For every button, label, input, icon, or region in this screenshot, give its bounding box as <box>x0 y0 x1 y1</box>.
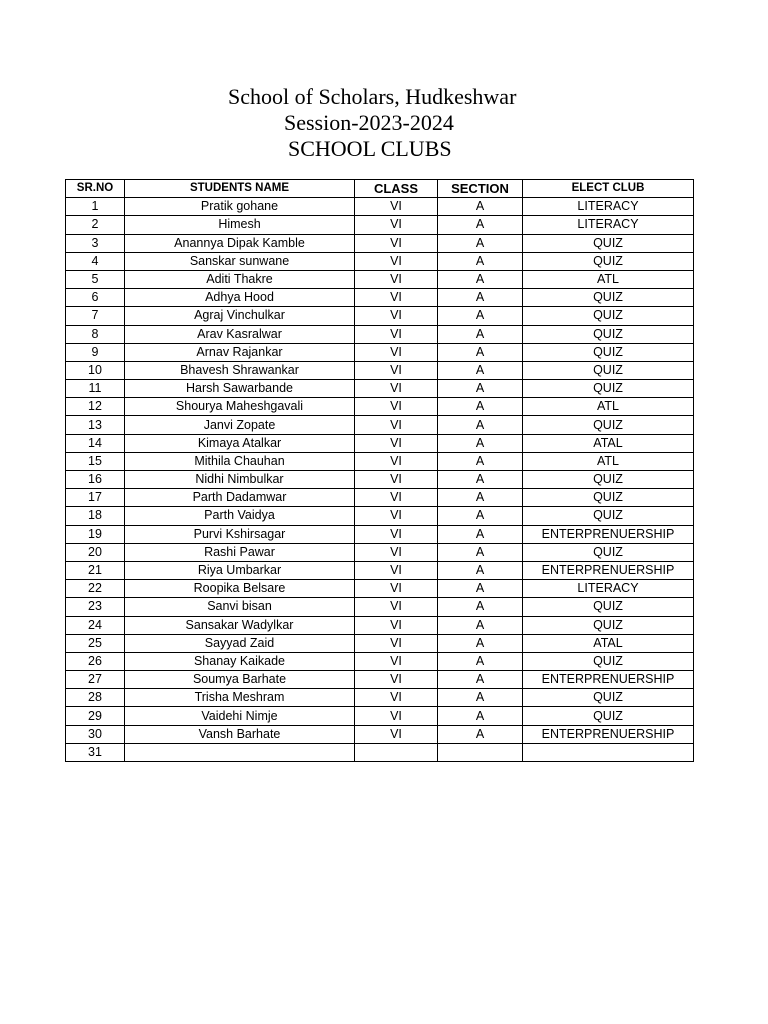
cell-class: VI <box>355 652 438 670</box>
table-row <box>66 634 694 652</box>
table-row <box>66 652 694 670</box>
cell-class: VI <box>355 525 438 543</box>
cell-class: VI <box>355 361 438 379</box>
cell-student-name: Parth Vaidya <box>125 507 355 525</box>
table-row <box>66 616 694 634</box>
cell-srno: 27 <box>66 671 125 689</box>
cell-srno: 12 <box>66 398 125 416</box>
cell-student-name: Arav Kasralwar <box>125 325 355 343</box>
cell-elect-club: ATL <box>523 398 694 416</box>
cell-class <box>355 743 438 761</box>
cell-class: VI <box>355 234 438 252</box>
table-row <box>66 489 694 507</box>
cell-section <box>438 743 523 761</box>
cell-srno: 25 <box>66 634 125 652</box>
table-row <box>66 561 694 579</box>
cell-section: A <box>438 707 523 725</box>
cell-class: VI <box>355 616 438 634</box>
cell-class: VI <box>355 343 438 361</box>
cell-elect-club: QUIZ <box>523 543 694 561</box>
column-header-elect-club: ELECT CLUB <box>523 180 694 198</box>
cell-section: A <box>438 270 523 288</box>
cell-elect-club: QUIZ <box>523 616 694 634</box>
cell-class: VI <box>355 398 438 416</box>
cell-class: VI <box>355 289 438 307</box>
cell-srno: 19 <box>66 525 125 543</box>
cell-section: A <box>438 198 523 216</box>
table-row <box>66 743 694 761</box>
cell-section: A <box>438 652 523 670</box>
cell-class: VI <box>355 216 438 234</box>
table-row <box>66 707 694 725</box>
cell-srno: 26 <box>66 652 125 670</box>
cell-class: VI <box>355 671 438 689</box>
school-clubs-table <box>65 179 694 762</box>
cell-section: A <box>438 580 523 598</box>
cell-elect-club: ENTERPRENUERSHIP <box>523 671 694 689</box>
cell-class: VI <box>355 725 438 743</box>
cell-class: VI <box>355 452 438 470</box>
cell-section: A <box>438 471 523 489</box>
cell-srno: 10 <box>66 361 125 379</box>
cell-elect-club: LITERACY <box>523 216 694 234</box>
cell-srno: 5 <box>66 270 125 288</box>
cell-student-name: Sayyad Zaid <box>125 634 355 652</box>
table-row <box>66 270 694 288</box>
table-row <box>66 689 694 707</box>
column-header-section: SECTION <box>438 180 523 198</box>
cell-class: VI <box>355 471 438 489</box>
table-row <box>66 525 694 543</box>
cell-section: A <box>438 725 523 743</box>
cell-srno: 3 <box>66 234 125 252</box>
cell-student-name: Himesh <box>125 216 355 234</box>
cell-elect-club: QUIZ <box>523 343 694 361</box>
cell-srno: 28 <box>66 689 125 707</box>
cell-student-name: Pratik gohane <box>125 198 355 216</box>
cell-student-name: Nidhi Nimbulkar <box>125 471 355 489</box>
cell-class: VI <box>355 416 438 434</box>
table-row <box>66 471 694 489</box>
cell-srno: 8 <box>66 325 125 343</box>
table-row <box>66 398 694 416</box>
cell-student-name <box>125 743 355 761</box>
cell-student-name: Shourya Maheshgavali <box>125 398 355 416</box>
cell-elect-club: LITERACY <box>523 580 694 598</box>
table-row <box>66 307 694 325</box>
cell-class: VI <box>355 434 438 452</box>
cell-student-name: Soumya Barhate <box>125 671 355 689</box>
cell-student-name: Rashi Pawar <box>125 543 355 561</box>
cell-class: VI <box>355 580 438 598</box>
cell-srno: 24 <box>66 616 125 634</box>
cell-srno: 6 <box>66 289 125 307</box>
cell-student-name: Adhya Hood <box>125 289 355 307</box>
cell-student-name: Sansakar Wadylkar <box>125 616 355 634</box>
cell-elect-club: QUIZ <box>523 652 694 670</box>
cell-class: VI <box>355 634 438 652</box>
cell-class: VI <box>355 543 438 561</box>
cell-class: VI <box>355 598 438 616</box>
cell-srno: 2 <box>66 216 125 234</box>
cell-elect-club: ENTERPRENUERSHIP <box>523 561 694 579</box>
cell-elect-club: ENTERPRENUERSHIP <box>523 725 694 743</box>
cell-elect-club: QUIZ <box>523 307 694 325</box>
cell-srno: 13 <box>66 416 125 434</box>
cell-class: VI <box>355 380 438 398</box>
cell-student-name: Anannya Dipak Kamble <box>125 234 355 252</box>
cell-section: A <box>438 398 523 416</box>
table-row <box>66 234 694 252</box>
cell-elect-club: QUIZ <box>523 471 694 489</box>
table-row <box>66 380 694 398</box>
cell-elect-club: QUIZ <box>523 416 694 434</box>
table-row <box>66 580 694 598</box>
cell-class: VI <box>355 270 438 288</box>
cell-section: A <box>438 616 523 634</box>
cell-elect-club: ATL <box>523 452 694 470</box>
cell-srno: 9 <box>66 343 125 361</box>
cell-student-name: Mithila Chauhan <box>125 452 355 470</box>
cell-srno: 23 <box>66 598 125 616</box>
cell-student-name: Aditi Thakre <box>125 270 355 288</box>
cell-section: A <box>438 289 523 307</box>
document-header <box>0 84 768 162</box>
document-title: SCHOOL CLUBS <box>288 136 452 161</box>
cell-class: VI <box>355 325 438 343</box>
cell-student-name: Kimaya Atalkar <box>125 434 355 452</box>
cell-elect-club: QUIZ <box>523 234 694 252</box>
cell-section: A <box>438 671 523 689</box>
cell-srno: 29 <box>66 707 125 725</box>
table-row <box>66 361 694 379</box>
cell-elect-club: ATAL <box>523 434 694 452</box>
cell-student-name: Harsh Sawarbande <box>125 380 355 398</box>
cell-class: VI <box>355 198 438 216</box>
table-row <box>66 434 694 452</box>
table-row <box>66 252 694 270</box>
cell-elect-club: LITERACY <box>523 198 694 216</box>
cell-section: A <box>438 452 523 470</box>
cell-section: A <box>438 598 523 616</box>
cell-section: A <box>438 689 523 707</box>
cell-elect-club: QUIZ <box>523 325 694 343</box>
cell-srno: 11 <box>66 380 125 398</box>
cell-srno: 7 <box>66 307 125 325</box>
column-header-student-name: STUDENTS NAME <box>125 180 355 198</box>
cell-student-name: Vaidehi Nimje <box>125 707 355 725</box>
cell-section: A <box>438 343 523 361</box>
cell-student-name: Roopika Belsare <box>125 580 355 598</box>
cell-section: A <box>438 525 523 543</box>
cell-section: A <box>438 543 523 561</box>
cell-student-name: Purvi Kshirsagar <box>125 525 355 543</box>
cell-student-name: Shanay Kaikade <box>125 652 355 670</box>
cell-student-name: Parth Dadamwar <box>125 489 355 507</box>
cell-elect-club: QUIZ <box>523 380 694 398</box>
cell-section: A <box>438 561 523 579</box>
cell-student-name: Trisha Meshram <box>125 689 355 707</box>
table-row <box>66 725 694 743</box>
cell-elect-club <box>523 743 694 761</box>
cell-class: VI <box>355 489 438 507</box>
cell-student-name: Janvi Zopate <box>125 416 355 434</box>
cell-elect-club: QUIZ <box>523 689 694 707</box>
table-row <box>66 216 694 234</box>
table-row <box>66 325 694 343</box>
cell-student-name: Sanvi bisan <box>125 598 355 616</box>
cell-srno: 31 <box>66 743 125 761</box>
cell-srno: 22 <box>66 580 125 598</box>
cell-srno: 15 <box>66 452 125 470</box>
cell-srno: 1 <box>66 198 125 216</box>
cell-srno: 14 <box>66 434 125 452</box>
cell-elect-club: QUIZ <box>523 361 694 379</box>
cell-class: VI <box>355 689 438 707</box>
cell-section: A <box>438 634 523 652</box>
cell-section: A <box>438 325 523 343</box>
cell-student-name: Sanskar sunwane <box>125 252 355 270</box>
cell-elect-club: QUIZ <box>523 289 694 307</box>
table-row <box>66 416 694 434</box>
cell-elect-club: QUIZ <box>523 507 694 525</box>
column-header-class: CLASS <box>355 180 438 198</box>
cell-section: A <box>438 234 523 252</box>
cell-section: A <box>438 489 523 507</box>
cell-class: VI <box>355 561 438 579</box>
cell-student-name: Agraj Vinchulkar <box>125 307 355 325</box>
table-row <box>66 671 694 689</box>
cell-section: A <box>438 380 523 398</box>
cell-srno: 21 <box>66 561 125 579</box>
table-body <box>66 198 694 762</box>
cell-section: A <box>438 307 523 325</box>
cell-srno: 17 <box>66 489 125 507</box>
session-label: Session-2023-2024 <box>284 110 454 135</box>
cell-elect-club: QUIZ <box>523 252 694 270</box>
table-row <box>66 289 694 307</box>
cell-section: A <box>438 416 523 434</box>
cell-elect-club: QUIZ <box>523 489 694 507</box>
cell-srno: 16 <box>66 471 125 489</box>
table-row <box>66 452 694 470</box>
table-row <box>66 598 694 616</box>
cell-class: VI <box>355 307 438 325</box>
cell-section: A <box>438 252 523 270</box>
school-name: School of Scholars, Hudkeshwar <box>228 84 517 109</box>
cell-section: A <box>438 361 523 379</box>
table-row <box>66 198 694 216</box>
cell-srno: 20 <box>66 543 125 561</box>
cell-student-name: Riya Umbarkar <box>125 561 355 579</box>
column-header-srno: SR.NO <box>66 180 125 198</box>
cell-class: VI <box>355 707 438 725</box>
cell-elect-club: ENTERPRENUERSHIP <box>523 525 694 543</box>
cell-elect-club: ATAL <box>523 634 694 652</box>
cell-srno: 18 <box>66 507 125 525</box>
table-row <box>66 343 694 361</box>
cell-srno: 4 <box>66 252 125 270</box>
table-header-row <box>66 180 694 198</box>
cell-section: A <box>438 216 523 234</box>
table-row <box>66 543 694 561</box>
cell-student-name: Vansh Barhate <box>125 725 355 743</box>
cell-student-name: Arnav Rajankar <box>125 343 355 361</box>
cell-elect-club: ATL <box>523 270 694 288</box>
table-row <box>66 507 694 525</box>
cell-section: A <box>438 434 523 452</box>
cell-section: A <box>438 507 523 525</box>
cell-student-name: Bhavesh Shrawankar <box>125 361 355 379</box>
cell-class: VI <box>355 252 438 270</box>
cell-class: VI <box>355 507 438 525</box>
cell-elect-club: QUIZ <box>523 707 694 725</box>
cell-elect-club: QUIZ <box>523 598 694 616</box>
cell-srno: 30 <box>66 725 125 743</box>
